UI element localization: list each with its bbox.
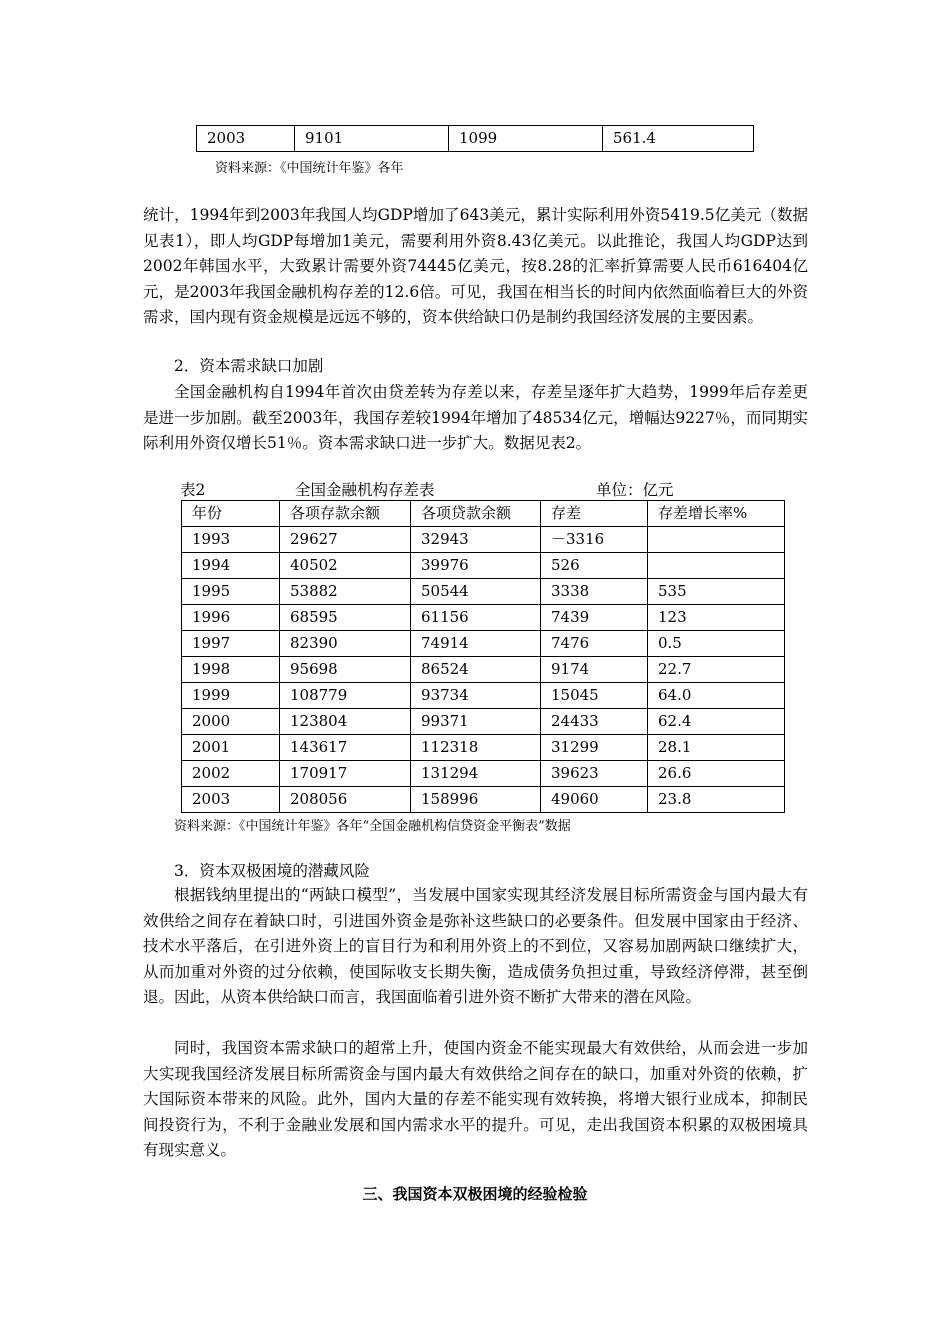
table-cell [648, 553, 785, 579]
section-heading: 2．资本需求缺口加剧 [174, 357, 324, 375]
table-cell: 31299 [541, 735, 648, 761]
table-cell [648, 527, 785, 553]
column-header: 存差 [541, 501, 648, 527]
table-1-source: 资料来源：《中国统计年鉴》各年 [215, 161, 404, 176]
table-cell: 1996 [182, 605, 280, 631]
column-header: 存差增长率% [648, 501, 785, 527]
table-cell: 68595 [280, 605, 411, 631]
table-row [182, 683, 785, 709]
table-cell: 1998 [182, 657, 280, 683]
table-cell: 24433 [541, 709, 648, 735]
column-header: 各项贷款余额 [411, 501, 541, 527]
table-cell: 1999 [182, 683, 280, 709]
table-header-row [182, 501, 785, 527]
table-cell: 7439 [541, 605, 648, 631]
table-cell: 9174 [541, 657, 648, 683]
table-row [182, 579, 785, 605]
table-cell: 112318 [411, 735, 541, 761]
table-cell: 32943 [411, 527, 541, 553]
table-cell: 82390 [280, 631, 411, 657]
table-cell: 29627 [280, 527, 411, 553]
table-2 [181, 500, 785, 813]
table-cell: 1995 [182, 579, 280, 605]
table-row [182, 605, 785, 631]
table-cell: 1997 [182, 631, 280, 657]
table-cell: 0.5 [648, 631, 785, 657]
table-cell: 2001 [182, 735, 280, 761]
table-cell: －3316 [541, 527, 648, 553]
table-cell: 28.1 [648, 735, 785, 761]
table-row [182, 527, 785, 553]
table-cell: 99371 [411, 709, 541, 735]
paragraph: 根据钱纳里提出的“两缺口模型”，当发展中国家实现其经济发展目标所需资金与国内最大有效供给之间存在着缺口时，引进国外资金是弥补这些缺口的必要条件。但发展中国家由于经济、技术水平落后，在引进外资上的盲目行为和利用外资上的不到位，又容易加剧两缺口继续扩大，从而加重对外资的过分依赖，使国际收支长期失衡，造成债务负担过重，导致经济停滞，甚至倒退。因此，从资本供给缺口而言，我国面临着引进外资不断扩大带来的潜在风险。 [143, 886, 808, 1006]
table-cell: 7476 [541, 631, 648, 657]
table-cell: 86524 [411, 657, 541, 683]
table-cell: 158996 [411, 787, 541, 813]
table-2-number: 表2 [180, 481, 206, 499]
table-cell: 2000 [182, 709, 280, 735]
chapter-heading: 三、我国资本双极困境的经验检验 [362, 1185, 588, 1203]
table-cell: 74914 [411, 631, 541, 657]
table-cell: 22.7 [648, 657, 785, 683]
table-cell: 15045 [541, 683, 648, 709]
table-row [197, 126, 754, 152]
table-cell: 2003 [197, 126, 295, 152]
table-cell: 526 [541, 553, 648, 579]
table-cell: 170917 [280, 761, 411, 787]
table-cell: 39623 [541, 761, 648, 787]
column-header: 各项存款余额 [280, 501, 411, 527]
section-heading: 3．资本双极困境的潜藏风险 [174, 862, 370, 880]
table-cell: 61156 [411, 605, 541, 631]
table-cell: 131294 [411, 761, 541, 787]
table-cell: 143617 [280, 735, 411, 761]
table-cell: 123 [648, 605, 785, 631]
table-cell: 50544 [411, 579, 541, 605]
table-cell: 1994 [182, 553, 280, 579]
table-cell: 3338 [541, 579, 648, 605]
table-cell: 40502 [280, 553, 411, 579]
table-row [182, 735, 785, 761]
table-cell: 208056 [280, 787, 411, 813]
table-cell: 93734 [411, 683, 541, 709]
table-cell: 95698 [280, 657, 411, 683]
table-cell: 535 [648, 579, 785, 605]
table-2-title: 全国金融机构存差表 [295, 481, 435, 499]
table-cell: 561.4 [603, 126, 754, 152]
table-cell: 123804 [280, 709, 411, 735]
table-cell: 2002 [182, 761, 280, 787]
table-row [182, 761, 785, 787]
table-1-tail [196, 125, 754, 152]
paragraph: 全国金融机构自1994年首次由贷差转为存差以来，存差呈逐年扩大趋势，1999年后存差更是进一步加剧。截至2003年，我国存差较1994年增加了48534亿元，增幅达9227％，而同期实际利用外资仅增长51％。资本需求缺口进一步扩大。数据见表2。 [143, 383, 808, 452]
table-cell: 23.8 [648, 787, 785, 813]
table-cell: 108779 [280, 683, 411, 709]
table-2-source: 资料来源：《中国统计年鉴》各年“全国金融机构信贷资金平衡表”数据 [174, 819, 571, 834]
table-cell: 39976 [411, 553, 541, 579]
table-row [182, 657, 785, 683]
table-cell: 1993 [182, 527, 280, 553]
table-cell: 53882 [280, 579, 411, 605]
table-row [182, 709, 785, 735]
table-cell: 26.6 [648, 761, 785, 787]
table-cell: 2003 [182, 787, 280, 813]
table-2-unit: 单位：亿元 [596, 481, 674, 499]
table-row [182, 553, 785, 579]
table-cell: 64.0 [648, 683, 785, 709]
table-row [182, 631, 785, 657]
table-cell: 62.4 [648, 709, 785, 735]
column-header: 年份 [182, 501, 280, 527]
paragraph: 同时，我国资本需求缺口的超常上升，使国内资金不能实现最大有效供给，从而会进一步加大实现我国经济发展目标所需资金与国内最大有效供给之间存在的缺口，加重对外资的依赖，扩大国际资本带来的风险。此外，国内大量的存差不能实现有效转换，将增大银行业成本，抑制民间投资行为，不利于金融业发展和国内需求水平的提升。可见，走出我国资本积累的双极困境具有现实意义。 [143, 1039, 808, 1159]
paragraph: 统计，1994年到2003年我国人均GDP增加了643美元，累计实际利用外资5419.5亿美元（数据见表1），即人均GDP每增加1美元，需要利用外资8.43亿美元。以此推论，我国人均GDP达到2002年韩国水平，大致累计需要外资74445亿美元，按8.28的汇率折算需要人民币616404亿元，是2003年我国金融机构存差的12.6倍。可见，我国在相当长的时间内依然面临着巨大的外资需求，国内现有资金规模是远远不够的，资本供给缺口仍是制约我国经济发展的主要因素。 [143, 206, 808, 326]
table-cell: 49060 [541, 787, 648, 813]
table-cell: 9101 [295, 126, 449, 152]
table-cell: 1099 [449, 126, 603, 152]
table-row [182, 787, 785, 813]
